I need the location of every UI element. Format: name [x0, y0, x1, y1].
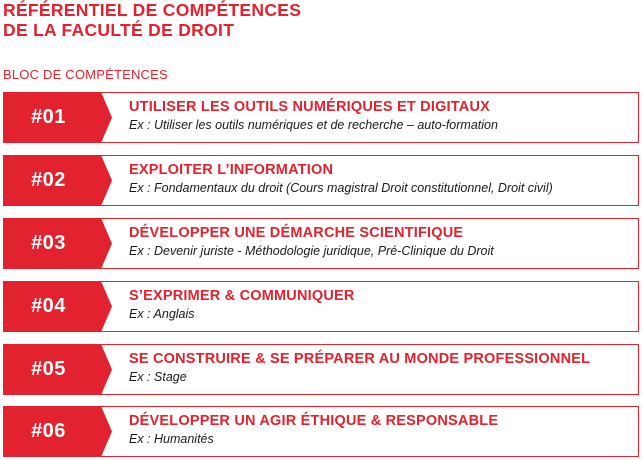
block-number: #04 — [31, 294, 66, 317]
block-title: EXPLOITER L’INFORMATION — [129, 162, 334, 178]
block-number: #03 — [31, 231, 66, 254]
block-title: DÉVELOPPER UN AGIR ÉTHIQUE & RESPONSABLE — [129, 413, 499, 429]
block-example: Ex : Anglais — [129, 307, 195, 321]
block-number: #05 — [31, 357, 66, 380]
competence-block-05 — [3, 344, 639, 395]
section-subtitle: BLOC DE COMPÉTENCES — [3, 67, 168, 82]
block-example: Ex : Utiliser les outils numériques et de recherche – auto-formation — [129, 118, 498, 132]
block-title: UTILISER LES OUTILS NUMÉRIQUES ET DIGITAUX — [129, 99, 490, 115]
competence-block-01 — [3, 92, 639, 143]
block-number: #06 — [31, 419, 66, 442]
block-example: Ex : Fondamentaux du droit (Cours magistral Droit constitutionnel, Droit civil) — [129, 181, 553, 195]
block-title: SE CONSTRUIRE & SE PRÉPARER AU MONDE PROFESSIONNEL — [129, 351, 591, 367]
block-example: Ex : Stage — [129, 370, 187, 384]
block-number-badge — [3, 406, 111, 457]
block-number-badge — [3, 281, 111, 332]
page-title-line2: DE LA FACULTÉ DE DROIT — [3, 20, 235, 40]
block-number-badge — [3, 344, 111, 395]
page-title-line1: RÉFÉRENTIEL DE COMPÉTENCES — [3, 0, 302, 20]
block-number: #02 — [31, 168, 66, 191]
block-number: #01 — [31, 105, 66, 128]
competence-block-04 — [3, 281, 639, 332]
competence-block-06 — [3, 406, 639, 457]
block-example: Ex : Devenir juriste - Méthodologie juridique, Pré-Clinique du Droit — [129, 244, 494, 258]
competence-block-03 — [3, 218, 639, 269]
block-number-badge — [3, 218, 111, 269]
block-title: S’EXPRIMER & COMMUNIQUER — [129, 288, 355, 304]
block-number-badge — [3, 155, 111, 206]
competence-block-02 — [3, 155, 639, 206]
block-number-badge — [3, 92, 111, 143]
block-title: DÉVELOPPER UNE DÉMARCHE SCIENTIFIQUE — [129, 225, 464, 241]
page-title — [3, 0, 301, 40]
block-example: Ex : Humanités — [129, 432, 214, 446]
